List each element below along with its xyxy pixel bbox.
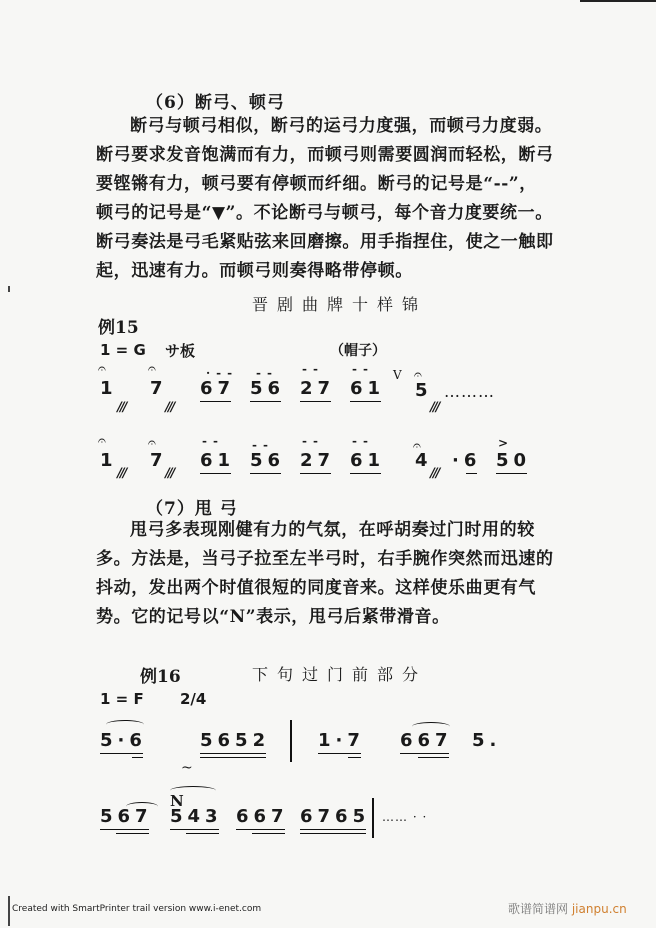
fermata-icon: 𝄐	[98, 361, 106, 377]
staccato-marks: --	[202, 434, 224, 448]
note-text: 56	[250, 378, 286, 399]
note: 7	[150, 450, 168, 471]
tremolo-icon: ///	[430, 400, 439, 415]
note-group	[496, 450, 531, 471]
barline	[290, 720, 292, 762]
turn-mark: ~	[181, 760, 193, 776]
continuation-dots: …… · ·	[382, 810, 428, 824]
tremolo-icon: ///	[430, 466, 439, 481]
fermata-icon: 𝄐	[148, 435, 156, 451]
watermark	[508, 900, 627, 917]
staccato-marks: --	[302, 362, 324, 376]
tremolo-icon: ///	[117, 466, 126, 481]
slur-mark	[106, 720, 144, 729]
note: 4	[415, 450, 433, 471]
note-text: 667	[400, 730, 453, 751]
note-text: ·6	[452, 450, 482, 471]
note-group	[350, 450, 385, 471]
note: 5.	[472, 730, 502, 751]
breath-mark: V	[393, 368, 402, 382]
section-7-heading: （7）甩 弓	[146, 499, 238, 519]
note-text: 61	[350, 378, 386, 399]
fermata-icon: 𝄐	[413, 438, 421, 454]
paragraph-line: 顿弓的记号是“▼”。不论断弓与顿弓，每个音力度要统一。	[96, 203, 553, 223]
note-text: 5·6	[100, 730, 147, 751]
note-group	[236, 806, 289, 827]
paragraph-line: 势。它的记号以“N”表示，甩弓后紧带滑音。	[96, 607, 450, 627]
shuai-bow-mark: N	[170, 792, 184, 810]
fermata-icon: 𝄐	[98, 433, 106, 449]
margin-mark	[8, 896, 10, 926]
note-text: 27	[300, 378, 336, 399]
paragraph-line: 抖动，发出两个时值很短的同度音来。这样使乐曲更有气	[96, 578, 536, 598]
tremolo-icon: ///	[165, 400, 174, 415]
staccato-marks: --	[302, 434, 324, 448]
paragraph-line: 断弓与顿弓相似，断弓的运弓力度强，而顿弓力度弱。	[130, 116, 553, 136]
example-15-annotation: （帽子）	[330, 343, 386, 359]
margin-mark	[8, 286, 10, 292]
staccato-marks: --	[352, 362, 374, 376]
example-16-title: 下句过门前部分	[252, 665, 428, 684]
note-group	[170, 806, 223, 827]
note-text: 61	[200, 450, 236, 471]
section-6-paragraph	[96, 112, 596, 286]
note-text: 1·7	[318, 730, 365, 751]
accent-icon: >	[498, 436, 509, 450]
note: 1	[100, 450, 118, 471]
note-text: 543	[170, 806, 223, 827]
note: 7	[150, 378, 168, 399]
paragraph-line: 多。方法是，当弓子拉至左半弓时，右手腕作突然而迅速的	[96, 549, 554, 569]
note-group	[452, 450, 481, 471]
continuation-dots: ………	[444, 382, 495, 401]
note-text: 667	[236, 806, 289, 827]
staccato-marks: ·--	[206, 366, 239, 380]
tremolo-icon: ///	[165, 466, 174, 481]
note-group	[318, 730, 365, 751]
fermata-icon: 𝄐	[414, 367, 422, 383]
footer-credit: Created with SmartPrinter trail version www.i-enet.com	[12, 904, 262, 914]
note-group	[300, 450, 335, 471]
example-15-label: 例15	[98, 318, 139, 338]
note-group	[100, 730, 147, 751]
note-text: 56	[250, 450, 286, 471]
note-text: 61	[350, 450, 386, 471]
example-16-key: 1 = F	[100, 690, 144, 708]
example-16-time-signature: 2/4	[180, 690, 207, 708]
watermark-cn: 歌谱简谱网	[508, 902, 569, 916]
note-group	[300, 806, 370, 827]
note-group	[200, 378, 235, 399]
staccato-marks: --	[252, 438, 274, 452]
section-6-heading: （6）断弓、顿弓	[146, 93, 285, 113]
note-group	[200, 450, 235, 471]
note-text: 67	[200, 378, 236, 399]
note-text: 6765	[300, 806, 371, 827]
tremolo-icon: ///	[117, 400, 126, 415]
note-group	[350, 378, 385, 399]
paragraph-line: 起，迅速有力。而顿弓则奏得略带停顿。	[96, 261, 413, 281]
example-16-label: 例16	[140, 667, 181, 687]
note-group	[300, 378, 335, 399]
example-15-key: 1 = G	[100, 341, 146, 359]
paragraph-line: 甩弓多表现刚健有力的气氛，在呼胡奏过门时用的较	[130, 520, 535, 540]
staccato-marks: --	[352, 434, 374, 448]
note: 5	[415, 380, 433, 401]
note: 1	[100, 378, 118, 399]
note-text: 27	[300, 450, 336, 471]
section-7-paragraph	[96, 516, 596, 632]
paragraph-line: 断弓要求发音饱满而有力，而顿弓则需要圆润而轻松，断弓	[96, 145, 554, 165]
paragraph-line: 断弓奏法是弓毛紧贴弦来回磨擦。用手指捏住，使之一触即	[96, 232, 554, 252]
note-text: 567	[100, 806, 153, 827]
note-text: 5652	[200, 730, 271, 751]
staccato-marks: --	[256, 366, 278, 380]
note-text: 50	[496, 450, 532, 471]
fermata-icon: 𝄐	[148, 361, 156, 377]
paragraph-line: 要铿锵有力，顿弓要有停顿而纤细。断弓的记号是“--”，	[96, 174, 537, 194]
note-group	[250, 450, 285, 471]
note-group	[250, 378, 285, 399]
barline	[372, 798, 374, 838]
example-15-title: 晋剧曲牌十样锦	[252, 295, 428, 314]
note-group	[200, 730, 270, 751]
example-15-tempo: サ板	[165, 342, 196, 360]
note-group	[400, 730, 453, 751]
top-edge-line	[580, 0, 656, 2]
note-group	[100, 806, 153, 827]
watermark-en: jianpu.cn	[571, 902, 627, 916]
